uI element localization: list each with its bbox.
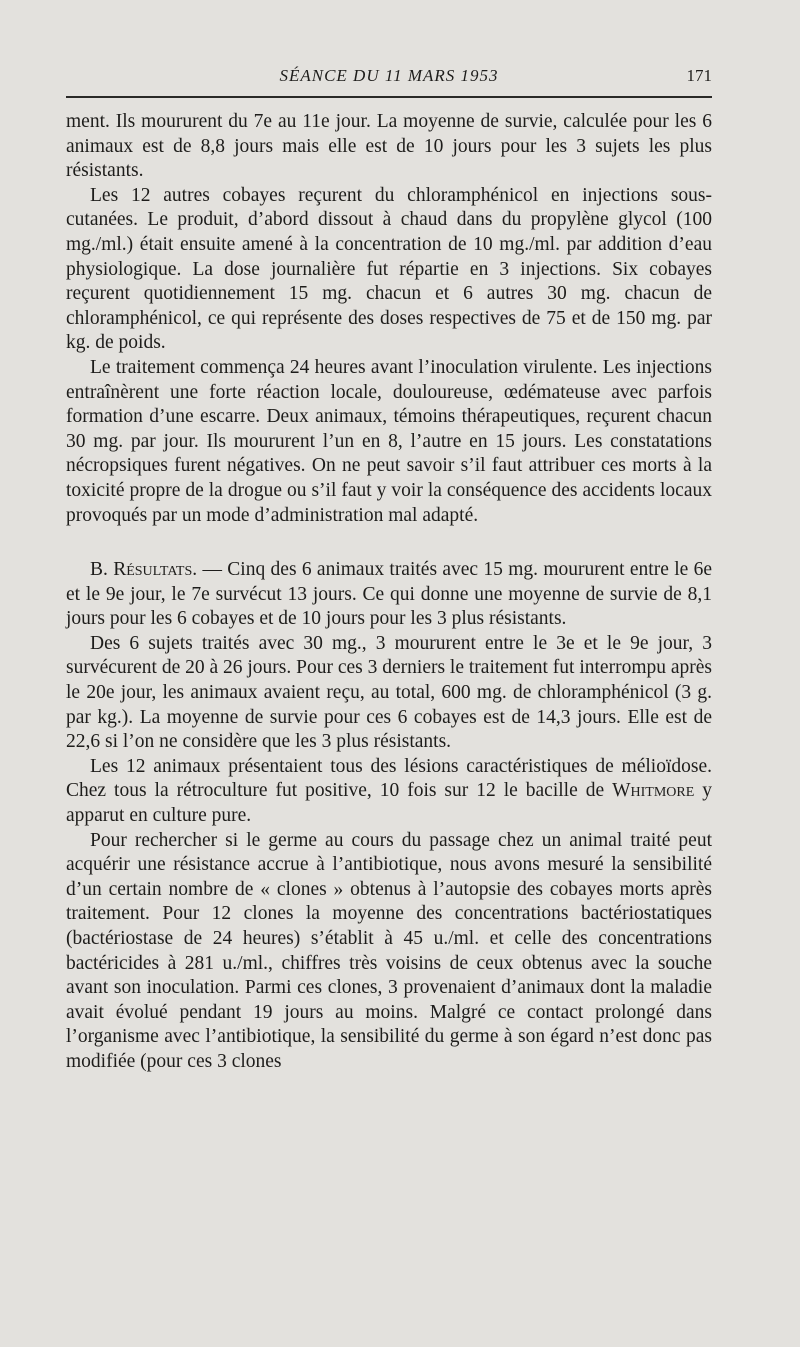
section-heading-results: B. Résultats.: [90, 559, 198, 581]
paragraph-1: ment. Ils moururent du 7e au 11e jour. La moyenne de survie, calculée pour les 6 animaux est de 8,8 jours mais elle est de 10 jours pour les 3 sujets les plus résistants.: [66, 111, 712, 182]
running-title: SÉANCE DU 11 MARS 1953: [279, 66, 499, 85]
author-name: Whitmore: [612, 780, 695, 802]
body-text: [66, 110, 712, 1075]
paragraph-results-text: — Cinq des 6 animaux traités avec 15 mg. moururent entre le 6e et le 9e jour, le 7e survécut 13 jours. Ce qui donne une moyenne de survie de 8,1 jours pour les 6 cobayes et de 10 jours pour les 3 plus résistants.: [66, 559, 712, 630]
paragraph-5: Des 6 sujets traités avec 30 mg., 3 moururent entre le 3e et le 9e jour, 3 survécurent de 20 à 26 jours. Pour ces 3 derniers le traitement fut interrompu après le 20e jour, les animaux avaient reçu, au total, 600 mg. de chloramphénicol (3 g. par kg.). La moyenne de survie pour ces 6 cobayes est de 14,3 jours. Elle est de 22,6 si l’on ne considère que les 3 plus résistants.: [66, 632, 713, 753]
running-head: [66, 66, 712, 90]
paragraph-6: [66, 755, 712, 829]
paragraph-results: [66, 558, 712, 632]
paragraph-3: Le traitement commença 24 heures avant l’inoculation virulente. Les injections entraînèrent une forte réaction locale, douloureuse, œdémateuse avec parfois formation d’une escarre. Deux animaux, témoins thérapeutiques, reçurent chacun 30 mg. par jour. Ils moururent l’un en 8, l’autre en 15 jours. Les constatations nécropsiques furent négatives. On ne peut savoir s’il faut attribuer ces morts à la toxicité propre de la drogue ou s’il faut y voir la conséquence des accidents locaux provoqués par un mode d’administration mal adapté.: [66, 356, 712, 526]
header-rule: [66, 96, 712, 98]
paragraph-2: Les 12 autres cobayes reçurent du chloramphénicol en injections sous-cutanées. Le produit, d’abord dissout à chaud dans du propylène glycol (100 mg./ml.) était ensuite amené à la concentration de 10 mg./ml. par addition d’eau physiologique. La dose journalière fut répartie en 3 injections. Six cobayes reçurent quotidiennement 15 mg. chacun et 6 autres 30 mg. chacun de chloramphénicol, ce qui représente des doses respectives de 75 et de 150 mg. par kg. de poids.: [66, 184, 712, 354]
paragraph-6-text-b: y apparut en culture pure.: [66, 780, 713, 827]
paragraph-7: Pour rechercher si le germe au cours du passage chez un animal traité peut acquérir une résistance accrue à l’antibiotique, nous avons mesuré la sensibilité d’un certain nombre de « clones » obtenus à l’autopsie des cobayes morts après traitement. Pour 12 clones la moyenne des concentrations bactériostatiques (bactériostase de 24 heures) s’établit à 45 u./ml. et celle des concentrations bactéricides à 281 u./ml., chiffres très voisins de ceux obtenus avec la souche avant son inoculation. Parmi ces clones, 3 provenaient d’animaux dont la maladie avait évolué pendant 19 jours au moins. Malgré ce contact prolongé dans l’organisme avec l’antibiotique, la sensibilité du germe à son égard n’est donc pas modifiée (pour ces 3 clones: [66, 829, 712, 1072]
page-number: 171: [686, 66, 712, 85]
paragraph-6-text-a: Les 12 animaux présentaient tous des lésions caractéristiques de mélioïdose. Chez tous la rétroculture fut positive, 10 fois sur 12 le bacille de: [66, 755, 712, 802]
